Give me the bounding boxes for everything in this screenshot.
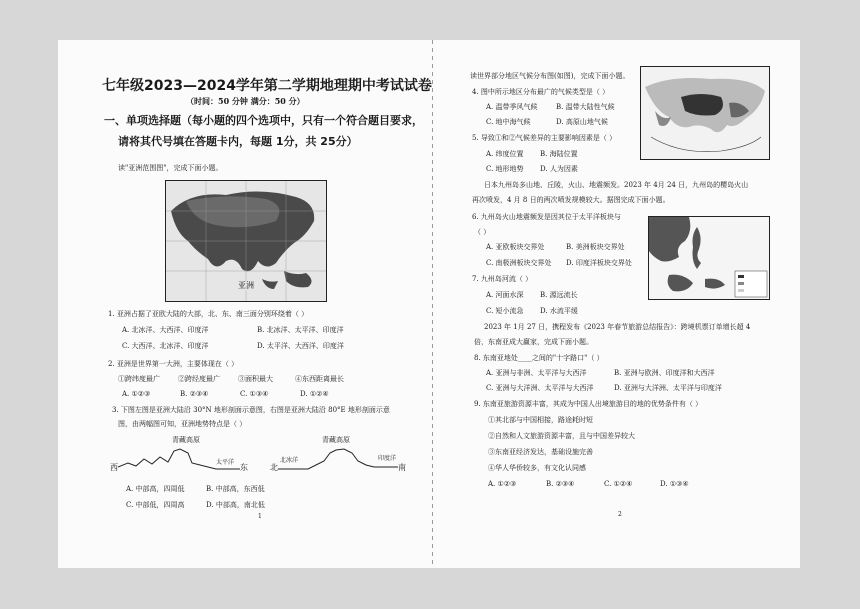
question-1: 1. 亚洲占据了亚欧大陆的大部，北、东、南三面分别环绕着（ ）: [108, 310, 309, 318]
question-2: 2. 亚洲是世界第一大洲，主要体现在（ ）: [108, 360, 239, 368]
q2-option-c: C. ①③④: [240, 390, 269, 398]
q9-option-a: A. ①②③: [488, 480, 517, 488]
profile-left-east: 东: [240, 463, 248, 472]
q3-option-c: C. 中部低，四周高: [126, 501, 185, 509]
q1-option-b: B. 北冰洋、太平洋、印度洋: [257, 326, 344, 334]
question-8: 8. 东南亚地处____之间的"十字路口"（ ）: [474, 354, 604, 362]
q7-option-a: A. 河面水深: [486, 291, 524, 299]
q2-option-d: D. ①②④: [300, 390, 329, 398]
q4-option-a: A. 温带季风气候: [486, 103, 538, 111]
q2-option-b: B. ②③④: [180, 390, 209, 398]
q4-option-d: D. 高原山地气候: [556, 118, 608, 126]
q6-option-a: A. 亚欧板块交界处: [486, 243, 545, 251]
q9-option-b: B. ②③④: [546, 480, 575, 488]
q6-option-d: D. 印度洋板块交界处: [566, 259, 632, 267]
page-number-1: 1: [258, 513, 262, 520]
q5-option-a: A. 纬度位置: [486, 150, 524, 158]
q5-option-b: B. 海陆位置: [540, 150, 578, 158]
question-6: 6. 九州岛火山地震频发是因其位于太平洋板块与: [472, 213, 621, 221]
kyushu-map-graphic: [649, 217, 769, 299]
exam-subtitle: （时间：50 分钟 满分：50 分）: [186, 96, 305, 106]
climate-intro: 读世界部分地区气候分布图(如图)，完成下面小题。: [470, 72, 630, 80]
profile-right-graphic: [278, 445, 398, 473]
q7-option-c: C. 短小流急: [486, 307, 524, 315]
q1-option-a: A. 北冰洋、大西洋、印度洋: [122, 326, 209, 334]
profile-right-indian: 印度洋: [378, 455, 397, 462]
q9-statement-1: ①其北部与中国相接，路途耗时短: [488, 416, 593, 424]
q2-option-a: A. ①②③: [122, 390, 151, 398]
q6-option-b: B. 美洲板块交界处: [566, 243, 625, 251]
exam-title: 七年级2023—2024学年第二学期地理期中考试试卷: [102, 78, 432, 94]
q3-option-d: D. 中部高，南北低: [206, 501, 265, 509]
page-divider: [432, 40, 433, 568]
q1-option-d: D. 太平洋、大西洋、印度洋: [257, 342, 344, 350]
section-heading: 一、单项选择题（每小题的四个选项中，只有一个符合题目要求，: [104, 114, 423, 127]
kyushu-passage: 日本九州岛多山地、丘陵，火山、地震频发。2023 年 4月 24 日，九州岛的樱岛火山: [484, 181, 749, 189]
q2-statement-4: ④东西距离最长: [295, 375, 344, 383]
q5-option-d: D. 人为因素: [540, 165, 578, 173]
profile-left-graphic: [118, 445, 240, 473]
travel-passage-2: 倍，东南亚成大赢家，完成下面小题。: [474, 338, 593, 346]
q2-statement-1: ①跨纬度最广: [118, 375, 160, 383]
question-6-blank: （ ）: [474, 228, 491, 236]
q4-option-b: B. 温带大陆性气候: [556, 103, 615, 111]
q4-option-c: C. 地中海气候: [486, 118, 531, 126]
page-number-2: 2: [618, 511, 622, 518]
question-4: 4. 图中所示地区分布最广的气候类型是（ ）: [472, 88, 610, 96]
question-3-line2: 图，由两幅图可知，亚洲地势特点是（ ）: [118, 420, 247, 428]
question-3: 3. 下图左图是亚洲大陆沿 30°N 地形剖面示意图，右图是亚洲大陆沿 80°E 地形剖面示意: [112, 406, 390, 414]
kyushu-map: [648, 216, 770, 300]
profile-right-arctic: 北冰洋: [280, 457, 299, 464]
kyushu-passage-2: 再次喷发，4 月 8 日的两次喷发规模较大。据图完成下面小题。: [472, 196, 670, 204]
travel-passage: 2023 年 1月 27 日，携程发布《2023 年春节旅游总结报告》：跨境机票订单增长超 4: [484, 323, 751, 331]
q8-option-b: B. 亚洲与欧洲、印度洋和大西洋: [614, 369, 715, 377]
question-5: 5. 导致①和②气候差异的主要影响因素是（ ）: [472, 134, 617, 142]
q3-option-b: B. 中部高，东西低: [206, 485, 265, 493]
map-instruction: 读"亚洲范围图"，完成下面小题。: [118, 164, 223, 172]
q1-option-c: C. 大西洋、北冰洋、印度洋: [122, 342, 209, 350]
question-9: 9. 东南亚旅游资源丰富，其成为中国人出境旅游目的地的优势条件有（ ）: [474, 400, 703, 408]
climate-map-graphic: [641, 67, 769, 159]
q3-option-a: A. 中部高，四周低: [126, 485, 185, 493]
map-asia-label: 亚洲: [238, 281, 254, 290]
profile-left-west: 西: [110, 463, 118, 472]
question-7: 7. 九州岛河流（ ）: [472, 275, 533, 283]
q9-option-d: D. ①③④: [660, 480, 689, 488]
q9-option-c: C. ①②④: [604, 480, 633, 488]
q9-statement-2: ②自然和人文旅游资源丰富，且与中国差异较大: [488, 432, 635, 440]
section-heading-2: 请将其代号填在答题卡内，每题 1分，共 25分）: [118, 135, 358, 148]
q8-option-c: C. 亚洲与大洋洲、太平洋与大西洋: [486, 384, 594, 392]
profile-right-south: 南: [398, 463, 406, 472]
profile-right-north: 北: [270, 463, 278, 472]
q2-statement-3: ③面积最大: [238, 375, 273, 383]
q7-option-d: D. 水流平缓: [540, 307, 578, 315]
q5-option-c: C. 地形地势: [486, 165, 524, 173]
q8-option-a: A. 亚洲与非洲、太平洋与大西洋: [486, 369, 587, 377]
q2-statement-2: ②跨经度最广: [178, 375, 220, 383]
profile-left-ocean: 太平洋: [216, 459, 235, 466]
q7-option-b: B. 源远流长: [540, 291, 578, 299]
profile-right-title: 青藏高原: [322, 436, 350, 444]
q9-statement-4: ④华人华侨较多，有文化认同感: [488, 464, 586, 472]
profile-left-title: 青藏高原: [172, 436, 200, 444]
q6-option-c: C. 南极洲板块交界处: [486, 259, 552, 267]
q8-option-d: D. 亚洲与大洋洲、太平洋与印度洋: [614, 384, 722, 392]
q9-statement-3: ③东南亚经济发达，基础设施完善: [488, 448, 593, 456]
asia-map: [165, 180, 327, 302]
climate-map: [640, 66, 770, 160]
